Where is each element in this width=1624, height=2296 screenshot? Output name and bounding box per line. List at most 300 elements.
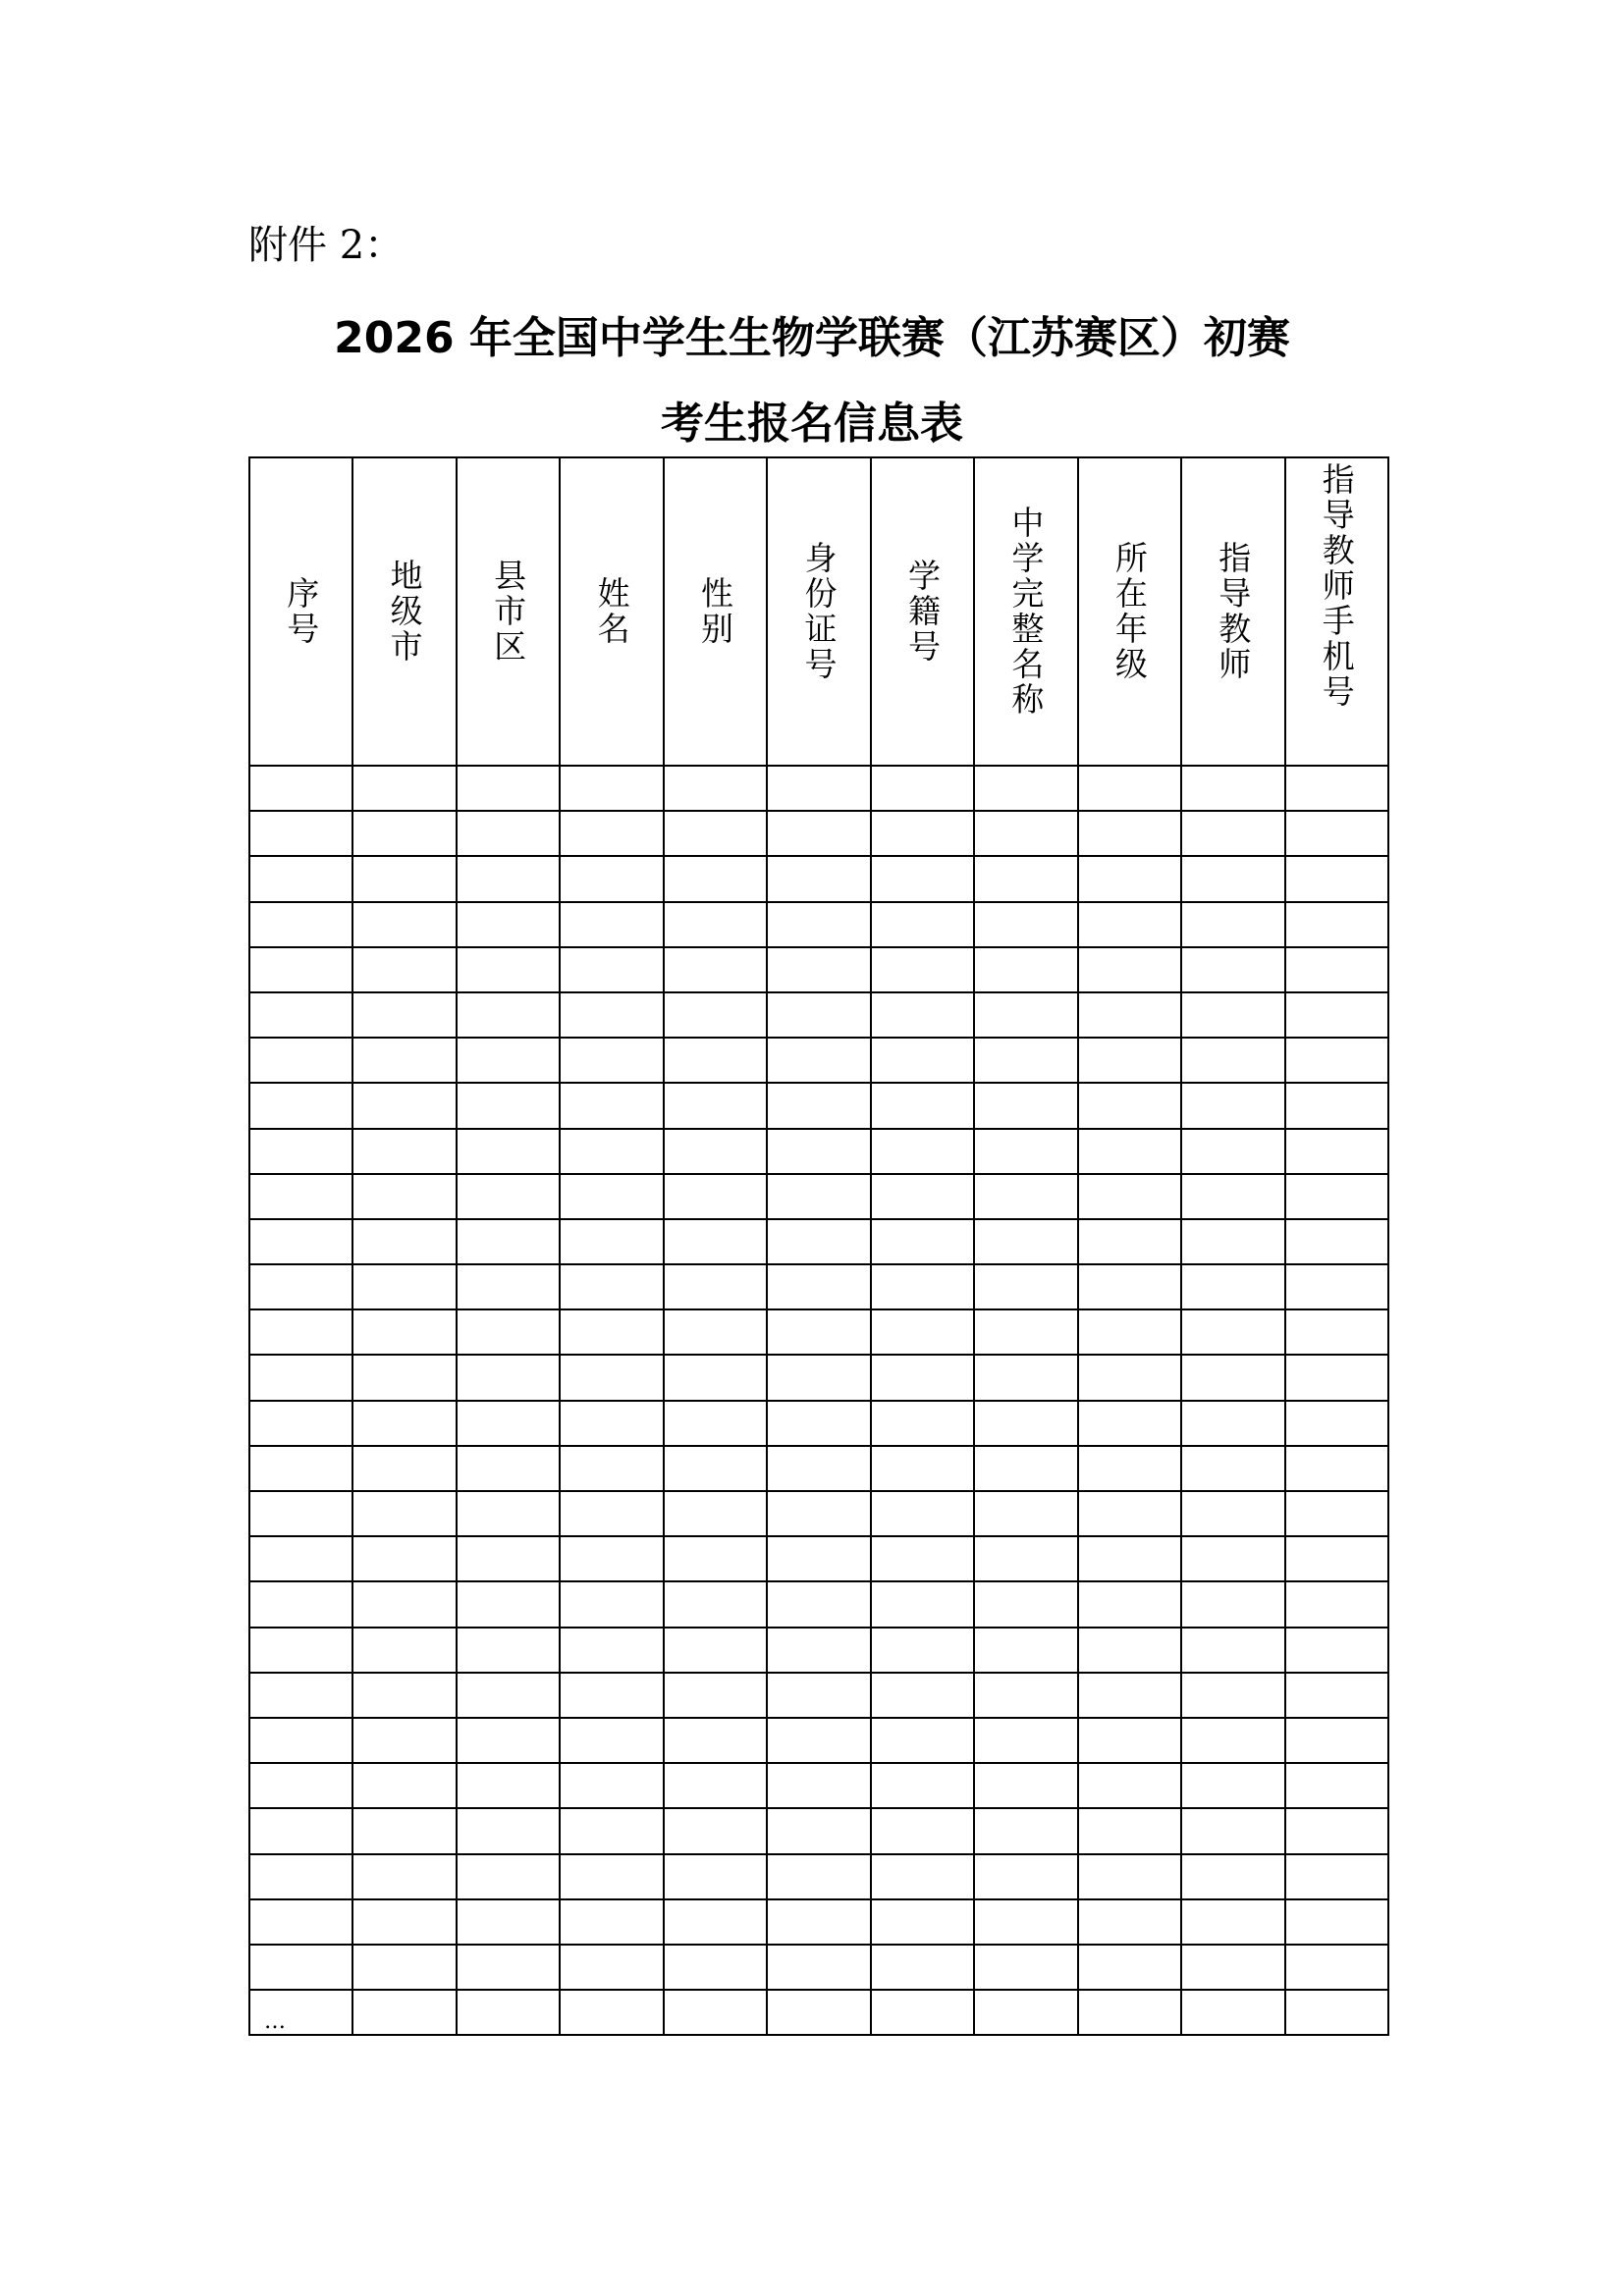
table-cell[interactable]	[352, 1264, 456, 1309]
table-cell[interactable]	[1181, 1491, 1284, 1536]
table-cell[interactable]	[1181, 1581, 1284, 1627]
table-cell[interactable]	[249, 1401, 352, 1446]
table-cell[interactable]	[1181, 1129, 1284, 1174]
table-cell[interactable]	[664, 1763, 767, 1808]
table-cell[interactable]	[974, 902, 1077, 947]
table-cell[interactable]	[457, 992, 560, 1038]
table-cell[interactable]	[560, 1264, 663, 1309]
table-cell[interactable]	[457, 1945, 560, 1990]
table-cell[interactable]	[249, 1038, 352, 1083]
table-cell[interactable]	[1078, 992, 1181, 1038]
table-cell[interactable]	[767, 1673, 870, 1718]
table-cell[interactable]	[560, 992, 663, 1038]
table-cell[interactable]	[664, 856, 767, 901]
table-cell[interactable]	[1285, 1536, 1388, 1581]
table-cell[interactable]	[974, 947, 1077, 992]
table-cell[interactable]	[664, 1899, 767, 1945]
table-cell[interactable]	[1078, 1083, 1181, 1128]
table-cell[interactable]	[664, 1945, 767, 1990]
table-cell[interactable]	[1078, 1491, 1181, 1536]
table-cell[interactable]	[560, 856, 663, 901]
table-cell[interactable]	[352, 811, 456, 856]
table-cell[interactable]	[1078, 1990, 1181, 2035]
table-cell[interactable]	[249, 1990, 352, 2035]
table-cell[interactable]	[457, 1763, 560, 1808]
table-cell[interactable]	[352, 1038, 456, 1083]
table-cell[interactable]	[767, 1854, 870, 1899]
table-cell[interactable]	[974, 1945, 1077, 1990]
table-cell[interactable]	[1181, 1808, 1284, 1853]
table-cell[interactable]	[560, 1491, 663, 1536]
table-cell[interactable]	[249, 766, 352, 811]
table-cell[interactable]	[664, 1038, 767, 1083]
table-cell[interactable]	[974, 856, 1077, 901]
table-cell[interactable]	[1285, 1673, 1388, 1718]
table-cell[interactable]	[1078, 1536, 1181, 1581]
table-cell[interactable]	[1078, 1673, 1181, 1718]
table-cell[interactable]	[871, 1808, 974, 1853]
table-cell[interactable]	[871, 1083, 974, 1128]
table-cell[interactable]	[1285, 1129, 1388, 1174]
table-cell[interactable]	[560, 1763, 663, 1808]
table-cell[interactable]	[457, 1083, 560, 1128]
table-cell[interactable]	[457, 1718, 560, 1763]
table-cell[interactable]	[767, 811, 870, 856]
table-cell[interactable]	[249, 1899, 352, 1945]
table-cell[interactable]	[1078, 1808, 1181, 1853]
table-cell[interactable]	[767, 1446, 870, 1491]
table-cell[interactable]	[871, 1673, 974, 1718]
table-cell[interactable]	[560, 1581, 663, 1627]
table-cell[interactable]	[664, 1628, 767, 1673]
table-cell[interactable]	[871, 1355, 974, 1400]
table-cell[interactable]	[871, 1446, 974, 1491]
table-cell[interactable]	[974, 1808, 1077, 1853]
table-cell[interactable]	[974, 1355, 1077, 1400]
table-cell[interactable]	[664, 1446, 767, 1491]
table-cell[interactable]	[664, 902, 767, 947]
table-cell[interactable]	[352, 1899, 456, 1945]
table-cell[interactable]	[249, 1945, 352, 1990]
table-cell[interactable]	[664, 1673, 767, 1718]
table-cell[interactable]	[974, 1854, 1077, 1899]
table-cell[interactable]	[560, 1673, 663, 1718]
table-cell[interactable]	[767, 1808, 870, 1853]
table-cell[interactable]	[1285, 766, 1388, 811]
table-cell[interactable]	[1078, 1129, 1181, 1174]
table-cell[interactable]	[560, 1038, 663, 1083]
table-cell[interactable]	[560, 1355, 663, 1400]
table-cell[interactable]	[871, 1174, 974, 1219]
table-cell[interactable]	[560, 902, 663, 947]
table-cell[interactable]	[871, 856, 974, 901]
table-cell[interactable]	[767, 947, 870, 992]
table-cell[interactable]	[1078, 1174, 1181, 1219]
table-cell[interactable]	[1181, 1355, 1284, 1400]
table-cell[interactable]	[560, 1628, 663, 1673]
table-cell[interactable]	[457, 902, 560, 947]
table-cell[interactable]	[871, 1219, 974, 1264]
table-cell[interactable]	[974, 1581, 1077, 1627]
table-cell[interactable]	[1285, 902, 1388, 947]
table-cell[interactable]	[1078, 1945, 1181, 1990]
table-cell[interactable]	[457, 1536, 560, 1581]
table-cell[interactable]	[560, 1219, 663, 1264]
table-cell[interactable]	[1181, 1446, 1284, 1491]
table-cell[interactable]	[664, 1808, 767, 1853]
table-cell[interactable]	[249, 811, 352, 856]
table-cell[interactable]	[249, 1628, 352, 1673]
table-cell[interactable]	[457, 1174, 560, 1219]
table-cell[interactable]	[249, 1309, 352, 1355]
table-cell[interactable]	[1285, 1083, 1388, 1128]
table-cell[interactable]	[352, 1990, 456, 2035]
table-cell[interactable]	[974, 1219, 1077, 1264]
table-cell[interactable]	[664, 1401, 767, 1446]
table-cell[interactable]	[352, 1763, 456, 1808]
table-cell[interactable]	[767, 1264, 870, 1309]
table-cell[interactable]	[249, 1219, 352, 1264]
table-cell[interactable]	[1078, 856, 1181, 901]
table-cell[interactable]	[560, 1899, 663, 1945]
table-cell[interactable]	[767, 1945, 870, 1990]
table-cell[interactable]	[974, 1899, 1077, 1945]
table-cell[interactable]	[1181, 766, 1284, 811]
table-cell[interactable]	[249, 1355, 352, 1400]
table-cell[interactable]	[1181, 1174, 1284, 1219]
table-cell[interactable]	[974, 1990, 1077, 2035]
table-cell[interactable]	[560, 1808, 663, 1853]
table-cell[interactable]	[767, 1401, 870, 1446]
table-cell[interactable]	[560, 1309, 663, 1355]
table-cell[interactable]	[352, 1174, 456, 1219]
table-cell[interactable]	[457, 766, 560, 811]
table-cell[interactable]	[974, 1264, 1077, 1309]
table-cell[interactable]	[664, 1219, 767, 1264]
table-cell[interactable]	[560, 766, 663, 811]
table-cell[interactable]	[767, 1763, 870, 1808]
table-cell[interactable]	[974, 1536, 1077, 1581]
table-cell[interactable]	[1181, 1083, 1284, 1128]
table-cell[interactable]	[1181, 947, 1284, 992]
table-cell[interactable]	[974, 1309, 1077, 1355]
table-cell[interactable]	[871, 1763, 974, 1808]
table-cell[interactable]	[767, 1355, 870, 1400]
table-cell[interactable]	[1078, 1899, 1181, 1945]
table-cell[interactable]	[1078, 947, 1181, 992]
table-cell[interactable]	[974, 811, 1077, 856]
table-cell[interactable]	[1181, 1536, 1284, 1581]
table-cell[interactable]	[560, 1174, 663, 1219]
table-cell[interactable]	[1285, 1899, 1388, 1945]
table-cell[interactable]	[352, 766, 456, 811]
table-cell[interactable]	[974, 1491, 1077, 1536]
table-cell[interactable]	[974, 1174, 1077, 1219]
table-cell[interactable]	[352, 1491, 456, 1536]
table-cell[interactable]	[1285, 1401, 1388, 1446]
table-cell[interactable]	[249, 1808, 352, 1853]
table-cell[interactable]	[1285, 992, 1388, 1038]
table-cell[interactable]	[1181, 902, 1284, 947]
table-cell[interactable]	[664, 1264, 767, 1309]
table-cell[interactable]	[560, 1083, 663, 1128]
table-cell[interactable]	[767, 1038, 870, 1083]
table-cell[interactable]	[249, 947, 352, 992]
table-cell[interactable]	[352, 1129, 456, 1174]
table-cell[interactable]	[767, 1083, 870, 1128]
table-cell[interactable]	[767, 1491, 870, 1536]
table-cell[interactable]	[1078, 811, 1181, 856]
table-cell[interactable]	[974, 992, 1077, 1038]
table-cell[interactable]	[457, 1990, 560, 2035]
table-cell[interactable]	[974, 1083, 1077, 1128]
table-cell[interactable]	[1181, 856, 1284, 901]
table-cell[interactable]	[1181, 1945, 1284, 1990]
table-cell[interactable]	[974, 766, 1077, 811]
table-cell[interactable]	[974, 1628, 1077, 1673]
table-cell[interactable]	[352, 1628, 456, 1673]
table-cell[interactable]	[352, 1673, 456, 1718]
table-cell[interactable]	[664, 992, 767, 1038]
table-cell[interactable]	[457, 1581, 560, 1627]
table-cell[interactable]	[664, 1536, 767, 1581]
table-cell[interactable]	[1181, 1718, 1284, 1763]
table-cell[interactable]	[1181, 1401, 1284, 1446]
table-cell[interactable]	[1285, 1763, 1388, 1808]
table-cell[interactable]	[560, 1536, 663, 1581]
table-cell[interactable]	[1078, 902, 1181, 947]
table-cell[interactable]	[249, 902, 352, 947]
table-cell[interactable]	[457, 1129, 560, 1174]
table-cell[interactable]	[457, 1673, 560, 1718]
table-cell[interactable]	[352, 1219, 456, 1264]
table-cell[interactable]	[1078, 1038, 1181, 1083]
table-cell[interactable]	[457, 1808, 560, 1853]
table-cell[interactable]	[767, 1129, 870, 1174]
table-cell[interactable]	[352, 1581, 456, 1627]
table-cell[interactable]	[1285, 856, 1388, 901]
table-cell[interactable]	[352, 1401, 456, 1446]
table-cell[interactable]	[664, 1990, 767, 2035]
table-cell[interactable]	[871, 1581, 974, 1627]
table-cell[interactable]	[249, 1673, 352, 1718]
table-cell[interactable]	[352, 947, 456, 992]
table-cell[interactable]	[560, 811, 663, 856]
table-cell[interactable]	[352, 902, 456, 947]
table-cell[interactable]	[1285, 1174, 1388, 1219]
table-cell[interactable]	[871, 1491, 974, 1536]
table-cell[interactable]	[767, 1309, 870, 1355]
table-cell[interactable]	[249, 1129, 352, 1174]
table-cell[interactable]	[974, 1446, 1077, 1491]
table-cell[interactable]	[871, 1990, 974, 2035]
table-cell[interactable]	[1285, 811, 1388, 856]
table-cell[interactable]	[1078, 1581, 1181, 1627]
table-cell[interactable]	[457, 856, 560, 901]
table-cell[interactable]	[352, 1309, 456, 1355]
table-cell[interactable]	[871, 1718, 974, 1763]
table-cell[interactable]	[352, 1718, 456, 1763]
table-cell[interactable]	[664, 1129, 767, 1174]
table-cell[interactable]	[1285, 1945, 1388, 1990]
table-cell[interactable]	[871, 1536, 974, 1581]
table-cell[interactable]	[664, 1854, 767, 1899]
table-cell[interactable]	[1285, 1491, 1388, 1536]
table-cell[interactable]	[352, 1945, 456, 1990]
table-cell[interactable]	[1181, 1264, 1284, 1309]
table-cell[interactable]	[974, 1763, 1077, 1808]
table-cell[interactable]	[560, 1854, 663, 1899]
table-cell[interactable]	[352, 1854, 456, 1899]
table-cell[interactable]	[1285, 1854, 1388, 1899]
table-cell[interactable]	[352, 992, 456, 1038]
table-cell[interactable]	[767, 1174, 870, 1219]
table-cell[interactable]	[560, 1446, 663, 1491]
table-cell[interactable]	[664, 1083, 767, 1128]
table-cell[interactable]	[767, 1718, 870, 1763]
table-cell[interactable]	[352, 1446, 456, 1491]
table-cell[interactable]	[664, 1355, 767, 1400]
table-cell[interactable]	[1285, 1355, 1388, 1400]
table-cell[interactable]	[1181, 1899, 1284, 1945]
table-cell[interactable]	[560, 1129, 663, 1174]
table-cell[interactable]	[664, 1491, 767, 1536]
table-cell[interactable]	[457, 1401, 560, 1446]
table-cell[interactable]	[352, 856, 456, 901]
table-cell[interactable]	[767, 1899, 870, 1945]
table-cell[interactable]	[767, 1219, 870, 1264]
table-cell[interactable]	[871, 1309, 974, 1355]
table-cell[interactable]	[871, 1401, 974, 1446]
table-cell[interactable]	[560, 1401, 663, 1446]
table-cell[interactable]	[249, 1491, 352, 1536]
table-cell[interactable]	[457, 1355, 560, 1400]
table-cell[interactable]	[352, 1808, 456, 1853]
table-cell[interactable]	[1285, 1581, 1388, 1627]
table-cell[interactable]	[457, 1628, 560, 1673]
table-cell[interactable]	[664, 766, 767, 811]
table-cell[interactable]	[1285, 947, 1388, 992]
table-cell[interactable]	[1181, 1628, 1284, 1673]
table-cell[interactable]	[664, 947, 767, 992]
table-cell[interactable]	[767, 1628, 870, 1673]
table-cell[interactable]	[457, 947, 560, 992]
table-cell[interactable]	[1285, 1038, 1388, 1083]
table-cell[interactable]	[1078, 1401, 1181, 1446]
table-cell[interactable]	[249, 1264, 352, 1309]
table-cell[interactable]	[560, 947, 663, 992]
table-cell[interactable]	[1078, 1628, 1181, 1673]
table-cell[interactable]	[974, 1401, 1077, 1446]
table-cell[interactable]	[352, 1536, 456, 1581]
table-cell[interactable]	[457, 1264, 560, 1309]
table-cell[interactable]	[871, 1628, 974, 1673]
table-cell[interactable]	[767, 1536, 870, 1581]
table-cell[interactable]	[1285, 1718, 1388, 1763]
table-cell[interactable]	[249, 1536, 352, 1581]
table-cell[interactable]	[1285, 1446, 1388, 1491]
table-cell[interactable]	[560, 1945, 663, 1990]
table-cell[interactable]	[457, 1899, 560, 1945]
table-cell[interactable]	[974, 1129, 1077, 1174]
table-cell[interactable]	[1181, 811, 1284, 856]
table-cell[interactable]	[664, 1581, 767, 1627]
table-cell[interactable]	[871, 992, 974, 1038]
table-cell[interactable]	[871, 1854, 974, 1899]
table-cell[interactable]	[767, 1990, 870, 2035]
table-cell[interactable]	[1285, 1219, 1388, 1264]
table-cell[interactable]	[1078, 1264, 1181, 1309]
table-cell[interactable]	[871, 811, 974, 856]
table-cell[interactable]	[1078, 1446, 1181, 1491]
table-cell[interactable]	[767, 856, 870, 901]
table-cell[interactable]	[1181, 1854, 1284, 1899]
table-cell[interactable]	[249, 992, 352, 1038]
table-cell[interactable]	[1078, 1854, 1181, 1899]
table-cell[interactable]	[352, 1083, 456, 1128]
table-cell[interactable]	[352, 1355, 456, 1400]
table-cell[interactable]	[249, 1854, 352, 1899]
table-cell[interactable]	[1181, 1309, 1284, 1355]
table-cell[interactable]	[767, 902, 870, 947]
table-cell[interactable]	[1181, 1038, 1284, 1083]
table-cell[interactable]	[1078, 1219, 1181, 1264]
table-cell[interactable]	[767, 1581, 870, 1627]
table-cell[interactable]	[1181, 1219, 1284, 1264]
table-cell[interactable]	[1285, 1264, 1388, 1309]
table-cell[interactable]	[1285, 1990, 1388, 2035]
table-cell[interactable]	[767, 992, 870, 1038]
table-cell[interactable]	[871, 1264, 974, 1309]
table-cell[interactable]	[664, 1174, 767, 1219]
table-cell[interactable]	[871, 1038, 974, 1083]
table-cell[interactable]	[1181, 1673, 1284, 1718]
table-cell[interactable]	[974, 1673, 1077, 1718]
table-cell[interactable]	[871, 1129, 974, 1174]
table-cell[interactable]	[1285, 1808, 1388, 1853]
table-cell[interactable]	[1285, 1309, 1388, 1355]
table-cell[interactable]	[974, 1038, 1077, 1083]
table-cell[interactable]	[457, 1038, 560, 1083]
table-cell[interactable]	[1078, 1355, 1181, 1400]
table-cell[interactable]	[457, 1491, 560, 1536]
table-cell[interactable]	[664, 1309, 767, 1355]
table-cell[interactable]	[457, 1854, 560, 1899]
table-cell[interactable]	[560, 1718, 663, 1763]
table-cell[interactable]	[249, 1581, 352, 1627]
table-cell[interactable]	[457, 1219, 560, 1264]
table-cell[interactable]	[974, 1718, 1077, 1763]
table-cell[interactable]	[457, 811, 560, 856]
table-cell[interactable]	[457, 1309, 560, 1355]
table-cell[interactable]	[1078, 1718, 1181, 1763]
table-cell[interactable]	[1078, 1309, 1181, 1355]
table-cell[interactable]	[249, 1718, 352, 1763]
table-cell[interactable]	[871, 1899, 974, 1945]
table-cell[interactable]	[664, 811, 767, 856]
table-cell[interactable]	[664, 1718, 767, 1763]
table-cell[interactable]	[1078, 1763, 1181, 1808]
table-cell[interactable]	[1078, 766, 1181, 811]
table-cell[interactable]	[871, 1945, 974, 1990]
table-cell[interactable]	[249, 1446, 352, 1491]
table-cell[interactable]	[560, 1990, 663, 2035]
table-cell[interactable]	[249, 1763, 352, 1808]
table-cell[interactable]	[767, 766, 870, 811]
table-cell[interactable]	[1181, 1990, 1284, 2035]
table-cell[interactable]	[457, 1446, 560, 1491]
table-cell[interactable]	[1181, 992, 1284, 1038]
